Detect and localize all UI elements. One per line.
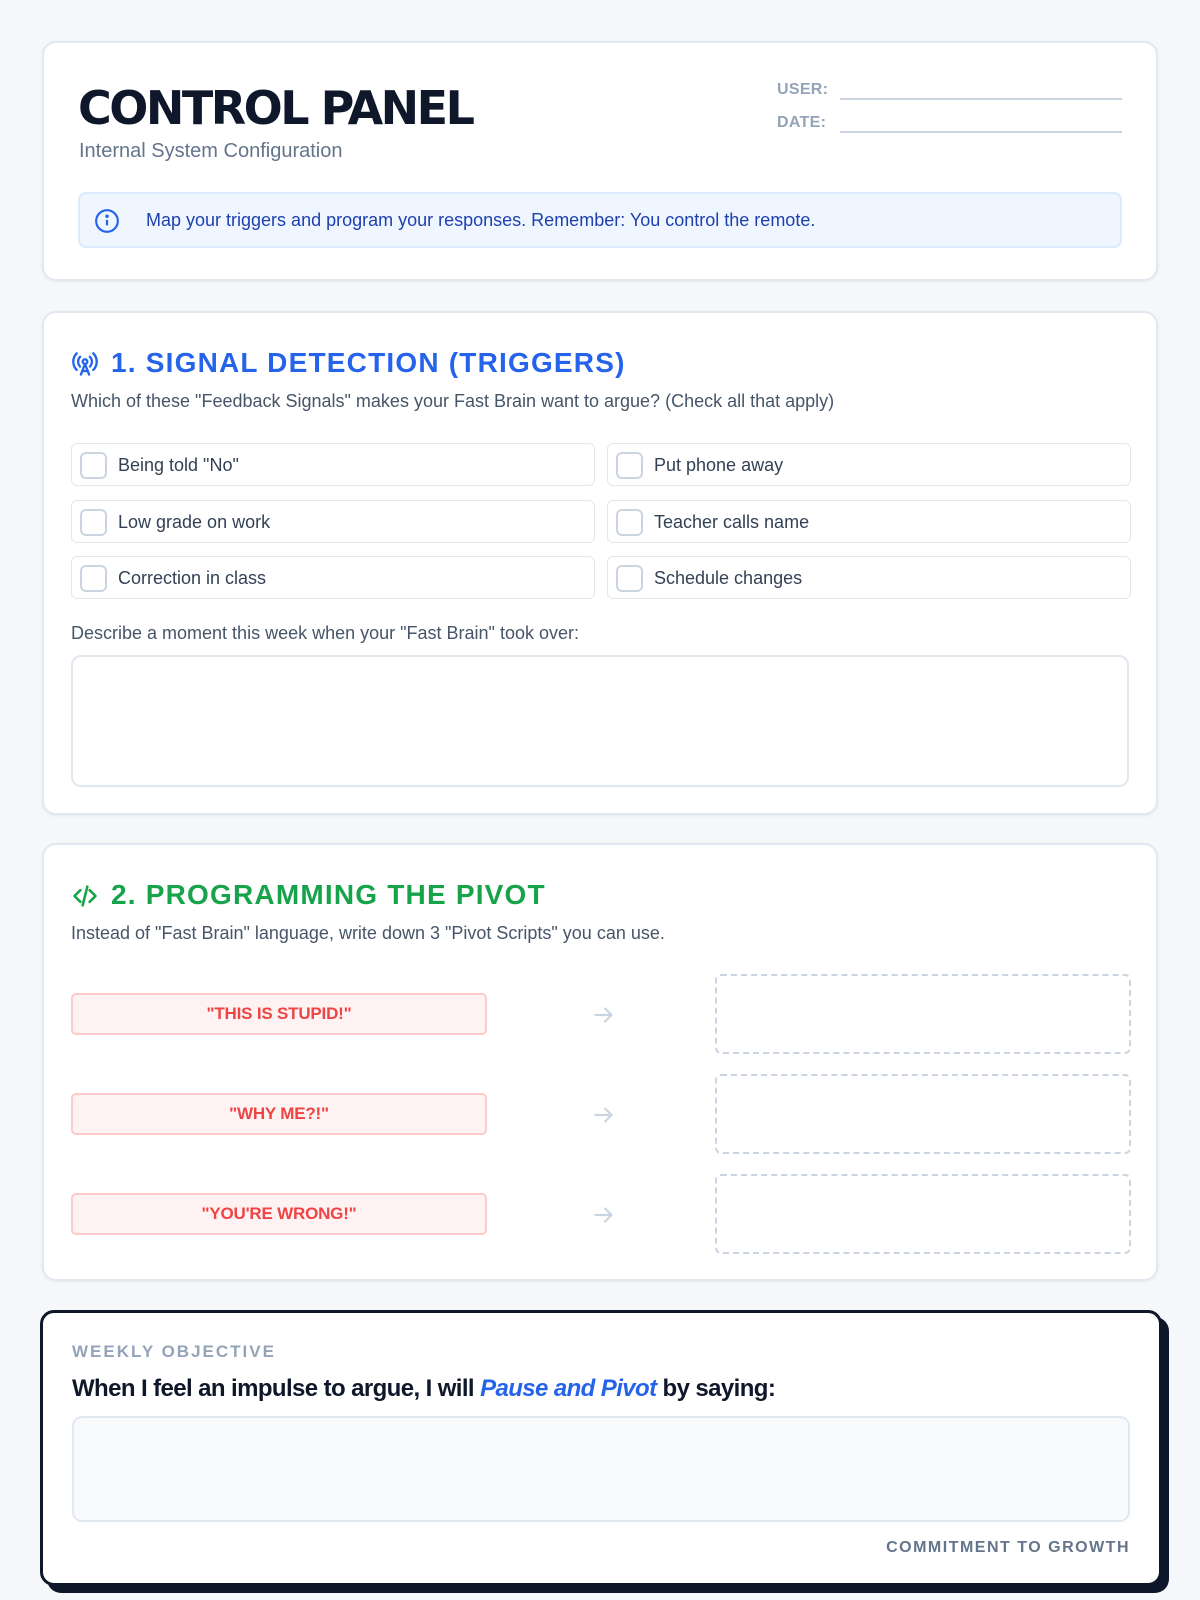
pivot-script-input[interactable] [715,1174,1131,1254]
broadcast-signal-icon [71,350,99,378]
date-field-row [777,114,1122,136]
user-field[interactable] [840,98,1122,100]
pivot-script-input[interactable] [715,1074,1131,1154]
header-card [42,41,1158,281]
trigger-label: Being told "No" [118,455,239,475]
info-text: Map your triggers and program your responses. Remember: You control the remote. [146,210,816,230]
pivot-script-input[interactable] [715,974,1131,1054]
section-title: 2. PROGRAMMING THE PIVOT [111,879,546,910]
checkbox[interactable] [616,509,643,536]
info-circle-icon [94,208,120,234]
weekly-objective-card [40,1310,1162,1586]
user-field-row [777,81,1122,103]
trigger-label: Low grade on work [118,512,271,532]
arrow-right-icon [591,1002,617,1028]
fast-brain-phrase: "THIS IS STUPID!" [71,993,487,1035]
objective-sentence [72,1375,775,1403]
page-subtitle: Internal System Configuration [79,140,343,162]
page-title: CONTROL PANEL [78,81,473,135]
commitment-footer: COMMITMENT TO GROWTH [886,1539,1130,1556]
moment-textarea[interactable] [71,655,1129,787]
trigger-label: Schedule changes [654,568,803,588]
checkbox[interactable] [80,509,107,536]
checkbox[interactable] [616,452,643,479]
code-icon [71,882,99,910]
fast-brain-phrase: "YOU'RE WRONG!" [71,1193,487,1235]
trigger-label: Put phone away [654,455,784,475]
section-description: Instead of "Fast Brain" language, write down 3 "Pivot Scripts" you can use. [71,923,665,943]
trigger-option[interactable] [607,500,1131,543]
checkbox[interactable] [80,565,107,592]
date-label: DATE: [777,114,827,131]
section-title: 1. SIGNAL DETECTION (TRIGGERS) [111,347,626,378]
trigger-label: Correction in class [118,568,267,588]
trigger-option[interactable] [607,443,1131,486]
trigger-option[interactable] [71,443,595,486]
arrow-right-icon [591,1102,617,1128]
info-banner [78,192,1122,248]
trigger-label: Teacher calls name [654,512,810,532]
trigger-option[interactable] [71,500,595,543]
date-field[interactable] [840,131,1122,133]
objective-emphasis: Pause and Pivot [480,1375,657,1402]
section-description: Which of these "Feedback Signals" makes your Fast Brain want to argue? (Check all that apply) [71,391,835,411]
user-label: USER: [777,81,829,98]
checkbox[interactable] [616,565,643,592]
programming-pivot-section [42,843,1158,1281]
trigger-option[interactable] [71,556,595,599]
arrow-right-icon [591,1202,617,1228]
trigger-option[interactable] [607,556,1131,599]
fast-brain-phrase: "WHY ME?!" [71,1093,487,1135]
objective-kicker: WEEKLY OBJECTIVE [72,1342,276,1361]
checkbox[interactable] [80,452,107,479]
commitment-input[interactable] [72,1416,1130,1522]
moment-prompt: Describe a moment this week when your "Fast Brain" took over: [71,623,579,643]
signal-detection-section [42,311,1158,815]
objective-sentence-start: When I feel an impulse to argue, I will [72,1375,481,1402]
objective-sentence-end: by saying: [656,1375,776,1402]
